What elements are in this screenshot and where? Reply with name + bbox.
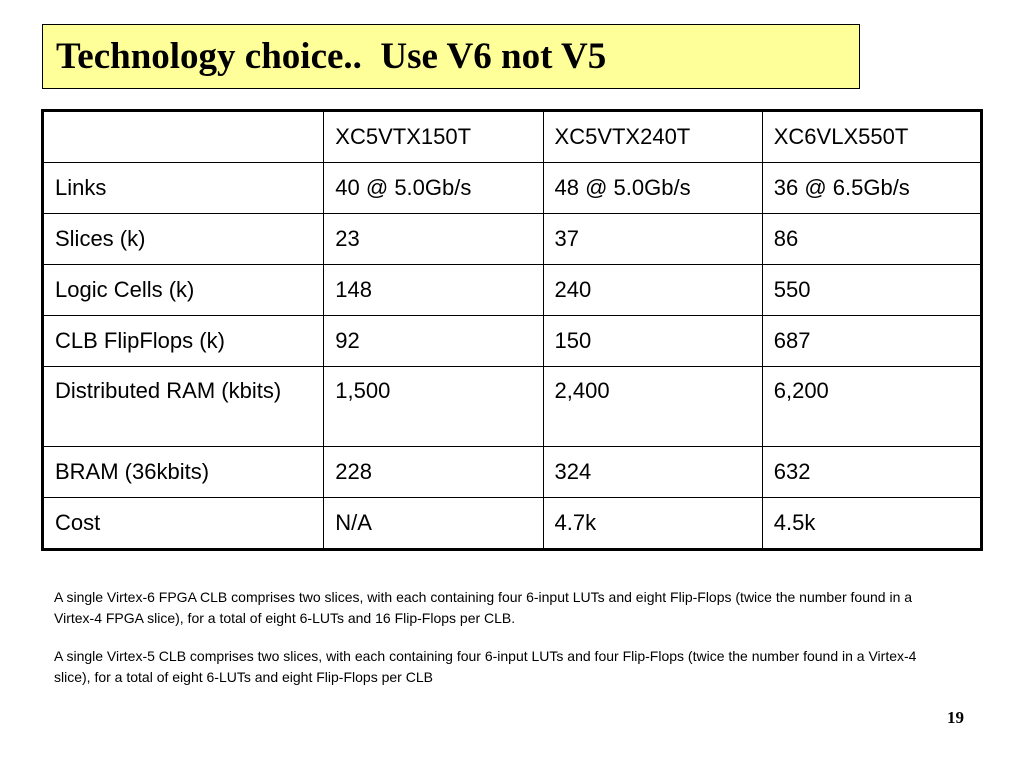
row-label: Links: [43, 163, 324, 214]
table-cell: 36 @ 6.5Gb/s: [762, 163, 981, 214]
table-cell: N/A: [324, 498, 543, 550]
table-header-row: [43, 111, 982, 163]
note-virtex6-clb: A single Virtex-6 FPGA CLB comprises two slices, with each containing four 6-input LUTs and eight Flip-Flops (twice the number found in a Virtex-4 FPGA slice), for a total of eight 6-LUTs and 16 Flip-Flops per CLB.: [54, 589, 913, 626]
table-cell: 324: [543, 447, 762, 498]
table-cell: 228: [324, 447, 543, 498]
table-cell: 4.5k: [762, 498, 981, 550]
table-cell: 2,400: [543, 367, 762, 447]
table-cell: 4.7k: [543, 498, 762, 550]
row-label: CLB FlipFlops (k): [43, 316, 324, 367]
title-box: [42, 24, 860, 89]
table-cell: 40 @ 5.0Gb/s: [324, 163, 543, 214]
table-row-bram: [43, 447, 982, 498]
table-cell: 550: [762, 265, 981, 316]
table-row-distributed-ram: [43, 367, 982, 447]
row-label: Distributed RAM (kbits): [43, 367, 324, 447]
table-cell: 632: [762, 447, 981, 498]
table-cell: 687: [762, 316, 981, 367]
row-label: Slices (k): [43, 214, 324, 265]
table-cell: 48 @ 5.0Gb/s: [543, 163, 762, 214]
header-cell-xc5vtx150t: XC5VTX150T: [324, 111, 543, 163]
table-row-cost: [43, 498, 982, 550]
table-row-slices: [43, 214, 982, 265]
table-cell: 240: [543, 265, 762, 316]
row-label: BRAM (36kbits): [43, 447, 324, 498]
table-cell: 37: [543, 214, 762, 265]
page-number: 19: [947, 708, 964, 727]
table-row-links: [43, 163, 982, 214]
row-label: Logic Cells (k): [43, 265, 324, 316]
fpga-comparison-table: [41, 109, 983, 551]
header-cell-xc6vlx550t: XC6VLX550T: [762, 111, 981, 163]
table-cell: 86: [762, 214, 981, 265]
note-virtex5-clb: A single Virtex-5 CLB comprises two slices, with each containing four 6-input LUTs and four Flip-Flops (twice the number found in a Virtex-4 slice), for a total of eight 6-LUTs and eight Flip-Flops per CLB: [54, 648, 917, 685]
slide-title: Technology choice.. Use V6 not V5: [56, 36, 607, 77]
header-cell-xc5vtx240t: XC5VTX240T: [543, 111, 762, 163]
row-label: Cost: [43, 498, 324, 550]
header-cell-empty: [43, 111, 324, 163]
table-cell: 150: [543, 316, 762, 367]
table-cell: 1,500: [324, 367, 543, 447]
table-cell: 23: [324, 214, 543, 265]
table-cell: 6,200: [762, 367, 981, 447]
table-row-clb-flipflops: [43, 316, 982, 367]
table-cell: 148: [324, 265, 543, 316]
table-row-logic-cells: [43, 265, 982, 316]
table-cell: 92: [324, 316, 543, 367]
